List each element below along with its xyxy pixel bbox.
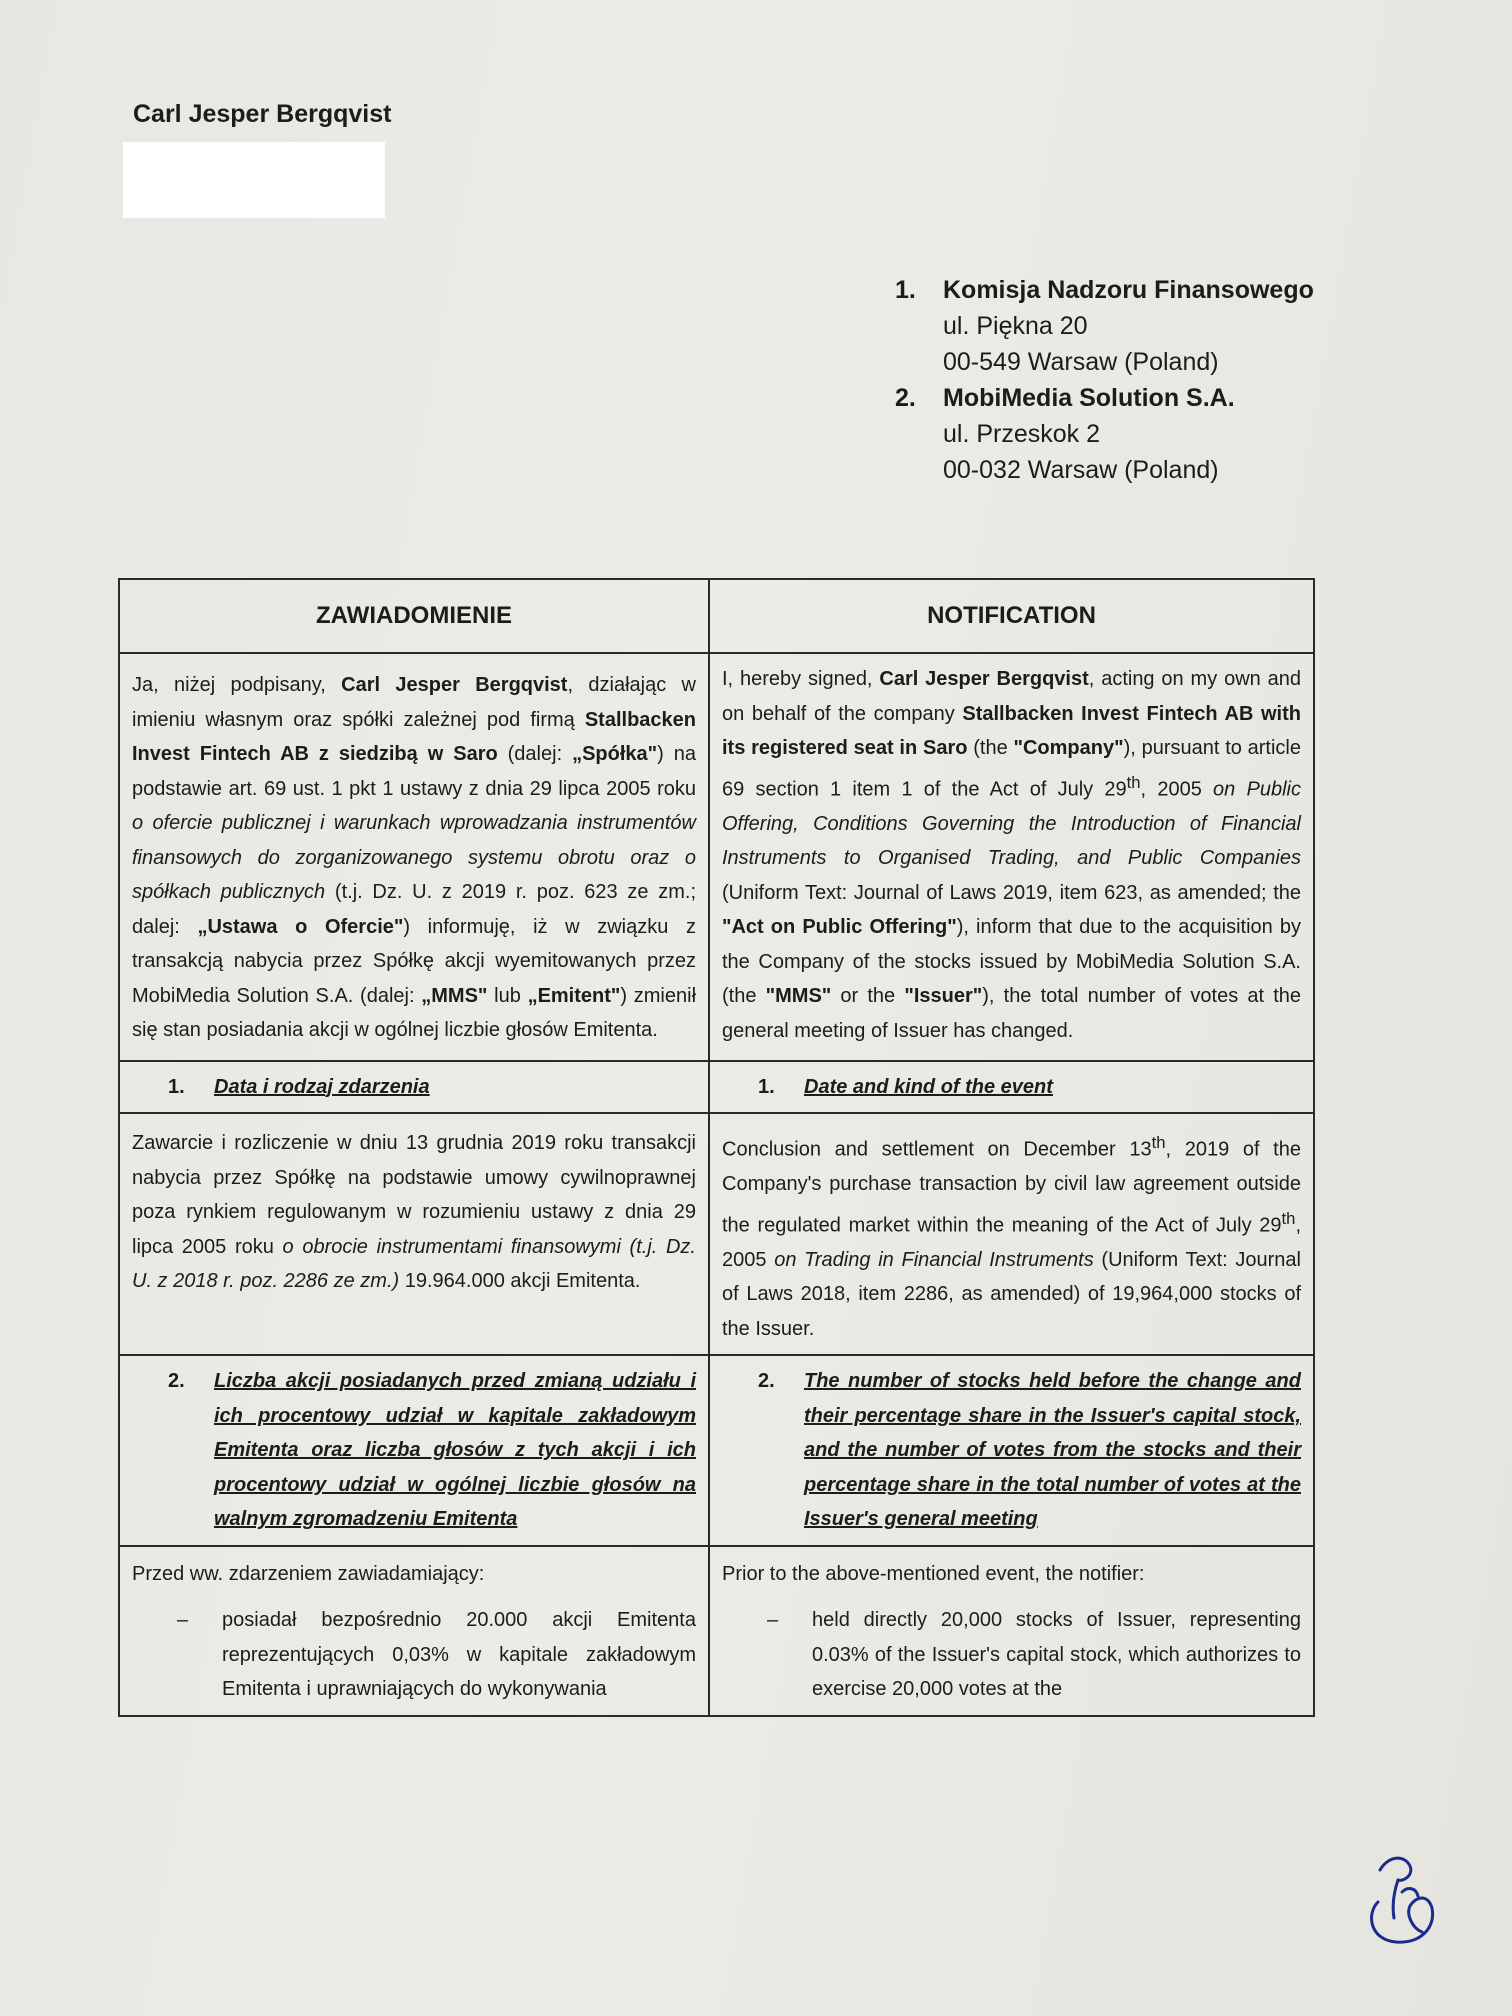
section-1-heading-polish: 1. Data i rodzaj zdarzenia	[119, 1061, 709, 1114]
intro-polish: Ja, niżej podpisany, Carl Jesper Bergqvist, działając w imieniu własnym oraz spółki zależnej pod firmą Stallbacken Invest Fintech AB z siedzibą w Saro (dalej: „Spółka") na podstawie art. 69 ust. 1 pkt 1 ustawy z dnia 29 lipca 2005 roku o ofercie publicznej i warunkach wprowadzania instrumentów finansowych do zorganizowanego systemu obrotu oraz o spółkach publicznych (t.j. Dz. U. z 2019 r. poz. 623 ze zm.; dalej: „Ustawa o Ofercie") informuję, iż w związku z transakcją nabycia przez Spółkę akcji wyemitowanych przez MobiMedia Solution S.A. (dalej: „MMS" lub „Emitent") zmienił się stan posiadania akcji w ogólnej liczbie głosów Emitenta.	[119, 653, 709, 1061]
section-1-heading-row	[119, 1061, 1314, 1114]
section-1-heading-english: 1. Date and kind of the event	[709, 1061, 1314, 1114]
section-2-heading-english: 2. The number of stocks held before the change and their percentage share in the Issuer's capital stock, and the number of votes from the stocks and their percentage share in the total number of votes at the Issuer's general meeting	[709, 1355, 1314, 1546]
section-2-body-row	[119, 1546, 1314, 1716]
handwritten-signature-icon	[1358, 1842, 1448, 1952]
addressee-block	[895, 272, 1314, 488]
table-header-row	[119, 579, 1314, 653]
list-item: – posiadał bezpośrednio 20.000 akcji Emitenta reprezentujących 0,03% w kapitale zakładowym Emitenta i uprawniających do wykonywania	[177, 1609, 696, 1701]
intro-english: I, hereby signed, Carl Jesper Bergqvist, acting on my own and on behalf of the company Stallbacken Invest Fintech AB with its registered seat in Saro (the "Company"), pursuant to article 69 section 1 item 1 of the Act of July 29th, 2005 on Public Offering, Conditions Governing the Introduction of Financial Instruments to Organised Trading, and Public Companies (Uniform Text: Journal of Laws 2019, item 623, as amended; the "Act on Public Offering"), inform that due to the acquisition by the Company of the stocks issued by MobiMedia Solution S.A. (the "MMS" or the "Issuer"), the total number of votes at the general meeting of Issuer has changed.	[709, 653, 1314, 1061]
section-2-heading-polish: 2. Liczba akcji posiadanych przed zmianą udziału i ich procentowy udział w kapitale zakładowym Emitenta oraz liczba głosów z tych akcji i ich procentowy udział w ogólnej liczbie głosów na walnym zgromadzeniu Emitenta	[119, 1355, 709, 1546]
addressee-city: 00-032 Warsaw (Poland)	[943, 456, 1219, 484]
section-2-body-english: Prior to the above-mentioned event, the notifier: – held directly 20,000 stocks of Issuer, representing 0.03% of the Issuer's capital stock, which authorizes to exercise 20,000 votes at the	[709, 1546, 1314, 1716]
redacted-address-block	[123, 142, 385, 218]
section-1-body-polish: Zawarcie i rozliczenie w dniu 13 grudnia 2019 roku transakcji nabycia przez Spółkę na podstawie umowy cywilnoprawnej poza rynkiem regulowanym w rozumieniu ustawy z dnia 29 lipca 2005 roku o obrocie instrumentami finansowymi (t.j. Dz. U. z 2018 r. poz. 2286 ze zm.) 19.964.000 akcji Emitenta.	[119, 1113, 709, 1355]
addressee-2: 2. MobiMedia Solution S.A.	[895, 380, 1314, 416]
addressee-street: ul. Przeskok 2	[943, 420, 1101, 448]
addressee-city: 00-549 Warsaw (Poland)	[943, 348, 1219, 376]
bilingual-notification-table	[118, 578, 1315, 1717]
section-1-body-row	[119, 1113, 1314, 1355]
header-english: NOTIFICATION	[709, 579, 1314, 653]
header-polish: ZAWIADOMIENIE	[119, 579, 709, 653]
addressee-1: 1. Komisja Nadzoru Finansowego	[895, 272, 1314, 308]
intro-row	[119, 653, 1314, 1061]
section-2-heading-row	[119, 1355, 1314, 1546]
section-2-body-polish: Przed ww. zdarzeniem zawiadamiający: – posiadał bezpośrednio 20.000 akcji Emitenta reprezentujących 0,03% w kapitale zakładowym Emitenta i uprawniających do wykonywania	[119, 1546, 709, 1716]
sender-name: Carl Jesper Bergqvist	[133, 100, 392, 128]
list-item: – held directly 20,000 stocks of Issuer, representing 0.03% of the Issuer's capital stock, which authorizes to exercise 20,000 votes at the	[767, 1609, 1301, 1701]
section-1-body-english: Conclusion and settlement on December 13th, 2019 of the Company's purchase transaction by civil law agreement outside the regulated market within the meaning of the Act of July 29th, 2005 on Trading in Financial Instruments (Uniform Text: Journal of Laws 2018, item 2286, as amended) of 19,964,000 stocks of the Issuer.	[709, 1113, 1314, 1355]
addressee-name: MobiMedia Solution S.A.	[943, 384, 1235, 412]
addressee-name: Komisja Nadzoru Finansowego	[943, 276, 1314, 304]
addressee-street: ul. Piękna 20	[943, 312, 1088, 340]
